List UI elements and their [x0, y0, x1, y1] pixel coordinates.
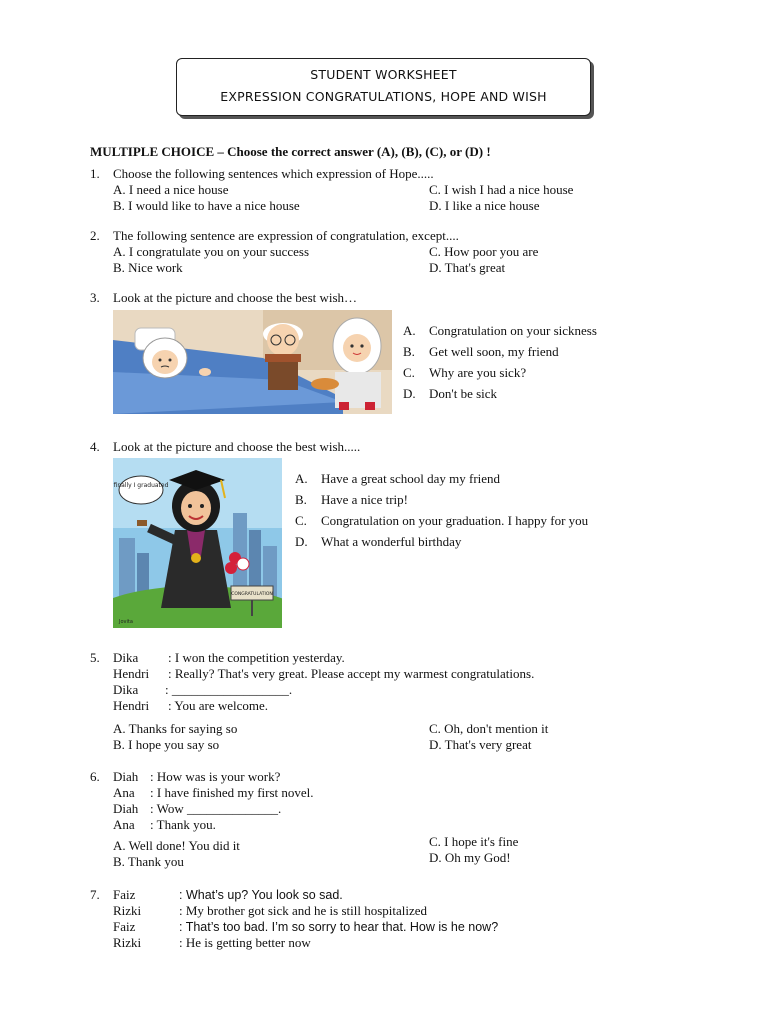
q2-text: The following sentence are expression of congratulation, except....	[113, 228, 459, 243]
q7-line-2: : My brother got sick and he is still hospitalized	[179, 903, 428, 918]
q7-number: 7.	[90, 887, 100, 902]
q5-speaker-4: Hendri	[113, 698, 150, 713]
q3-option-b: Get well soon, my friend	[429, 344, 559, 359]
hospital-visit-picture	[113, 310, 392, 414]
instruction: MULTIPLE CHOICE – Choose the correct answer (A), (B), (C), or (D) !	[90, 144, 491, 159]
q6-line-1: : How was is your work?	[150, 769, 281, 784]
q6-option-b: B. Thank you	[113, 854, 184, 869]
q2-option-d: D. That's great	[429, 260, 506, 275]
q1-text: Choose the following sentences which expression of Hope.....	[113, 166, 434, 181]
q4-option-b-letter: B.	[295, 492, 307, 507]
q5-line-3: : __________________.	[165, 682, 293, 697]
q2-option-a: A. I congratulate you on your success	[113, 244, 310, 259]
q7-line-1: : What’s up? You look so sad.	[179, 888, 343, 902]
q3-option-c: Why are you sick?	[429, 365, 527, 380]
graduation-illustration	[113, 458, 282, 628]
q5-line-2: : Really? That's very great. Please accept my warmest congratulations.	[168, 666, 535, 681]
q1-option-c: C. I wish I had a nice house	[429, 182, 574, 197]
q6-line-4: : Thank you.	[150, 817, 216, 832]
q6-line-3: : Wow ______________.	[150, 801, 282, 816]
q6-option-d: D. Oh my God!	[429, 850, 511, 865]
q3-option-b-letter: B.	[403, 344, 415, 359]
q5-line-4: : You are welcome.	[168, 698, 269, 713]
q2-number: 2.	[90, 228, 100, 243]
q4-option-b: Have a nice trip!	[321, 492, 408, 507]
speech-bubble-text: finally I graduated	[113, 482, 169, 489]
q6-number: 6.	[90, 769, 100, 784]
q6-option-c: C. I hope it's fine	[429, 834, 519, 849]
header-subtitle: EXPRESSION CONGRATULATIONS, HOPE AND WISH	[220, 89, 547, 104]
congratulation-sign-text: CONGRATULATION	[231, 592, 273, 597]
graduation-picture	[113, 458, 282, 628]
q5-speaker-3: Dika	[113, 682, 139, 697]
q6-speaker-1: Diah	[113, 769, 139, 784]
q4-number: 4.	[90, 439, 100, 454]
q4-option-c: Congratulation on your graduation. I happy for you	[321, 513, 589, 528]
q5-number: 5.	[90, 650, 100, 665]
q7-speaker-4: Rizki	[113, 935, 142, 950]
hospital-visit-illustration	[113, 310, 392, 414]
q3-option-d: Don't be sick	[429, 386, 498, 401]
q5-speaker-1: Dika	[113, 650, 139, 665]
q6-line-2: : I have finished my first novel.	[150, 785, 314, 800]
q3-option-a-letter: A.	[403, 323, 416, 338]
q4-option-d-letter: D.	[295, 534, 308, 549]
q3-option-a: Congratulation on your sickness	[429, 323, 597, 338]
header-title: STUDENT WORKSHEET	[310, 67, 457, 82]
worksheet-header	[176, 58, 591, 116]
q1-number: 1.	[90, 166, 100, 181]
q5-option-b: B. I hope you say so	[113, 737, 220, 752]
q7-line-3: : That’s too bad. I’m so sorry to hear that. How is he now?	[179, 920, 499, 934]
q2-option-c: C. How poor you are	[429, 244, 539, 259]
q6-speaker-3: Diah	[113, 801, 139, 816]
q4-option-d: What a wonderful birthday	[321, 534, 462, 549]
q6-speaker-4: Ana	[113, 817, 135, 832]
q2-option-b: B. Nice work	[113, 260, 183, 275]
q4-option-a: Have a great school day my friend	[321, 471, 501, 486]
artist-signature: Jovita	[119, 619, 133, 625]
q3-option-d-letter: D.	[403, 386, 416, 401]
q1-option-a: A. I need a nice house	[113, 182, 229, 197]
q1-option-d: D. I like a nice house	[429, 198, 540, 213]
q6-speaker-2: Ana	[113, 785, 135, 800]
q7-speaker-2: Rizki	[113, 903, 142, 918]
q6-option-a: A. Well done! You did it	[113, 838, 240, 853]
q3-number: 3.	[90, 290, 100, 305]
q5-line-1: : I won the competition yesterday.	[168, 650, 345, 665]
q3-text: Look at the picture and choose the best wish…	[113, 290, 358, 305]
q5-option-a: A. Thanks for saying so	[113, 721, 238, 736]
q7-speaker-1: Faiz	[113, 887, 136, 902]
q1-option-b: B. I would like to have a nice house	[113, 198, 300, 213]
q7-speaker-3: Faiz	[113, 919, 136, 934]
q5-speaker-2: Hendri	[113, 666, 150, 681]
q3-option-c-letter: C.	[403, 365, 415, 380]
q5-option-c: C. Oh, don't mention it	[429, 721, 549, 736]
q4-option-c-letter: C.	[295, 513, 307, 528]
q7-line-4: : He is getting better now	[179, 935, 311, 950]
q5-option-d: D. That's very great	[429, 737, 532, 752]
q4-option-a-letter: A.	[295, 471, 308, 486]
q4-text: Look at the picture and choose the best wish.....	[113, 439, 361, 454]
